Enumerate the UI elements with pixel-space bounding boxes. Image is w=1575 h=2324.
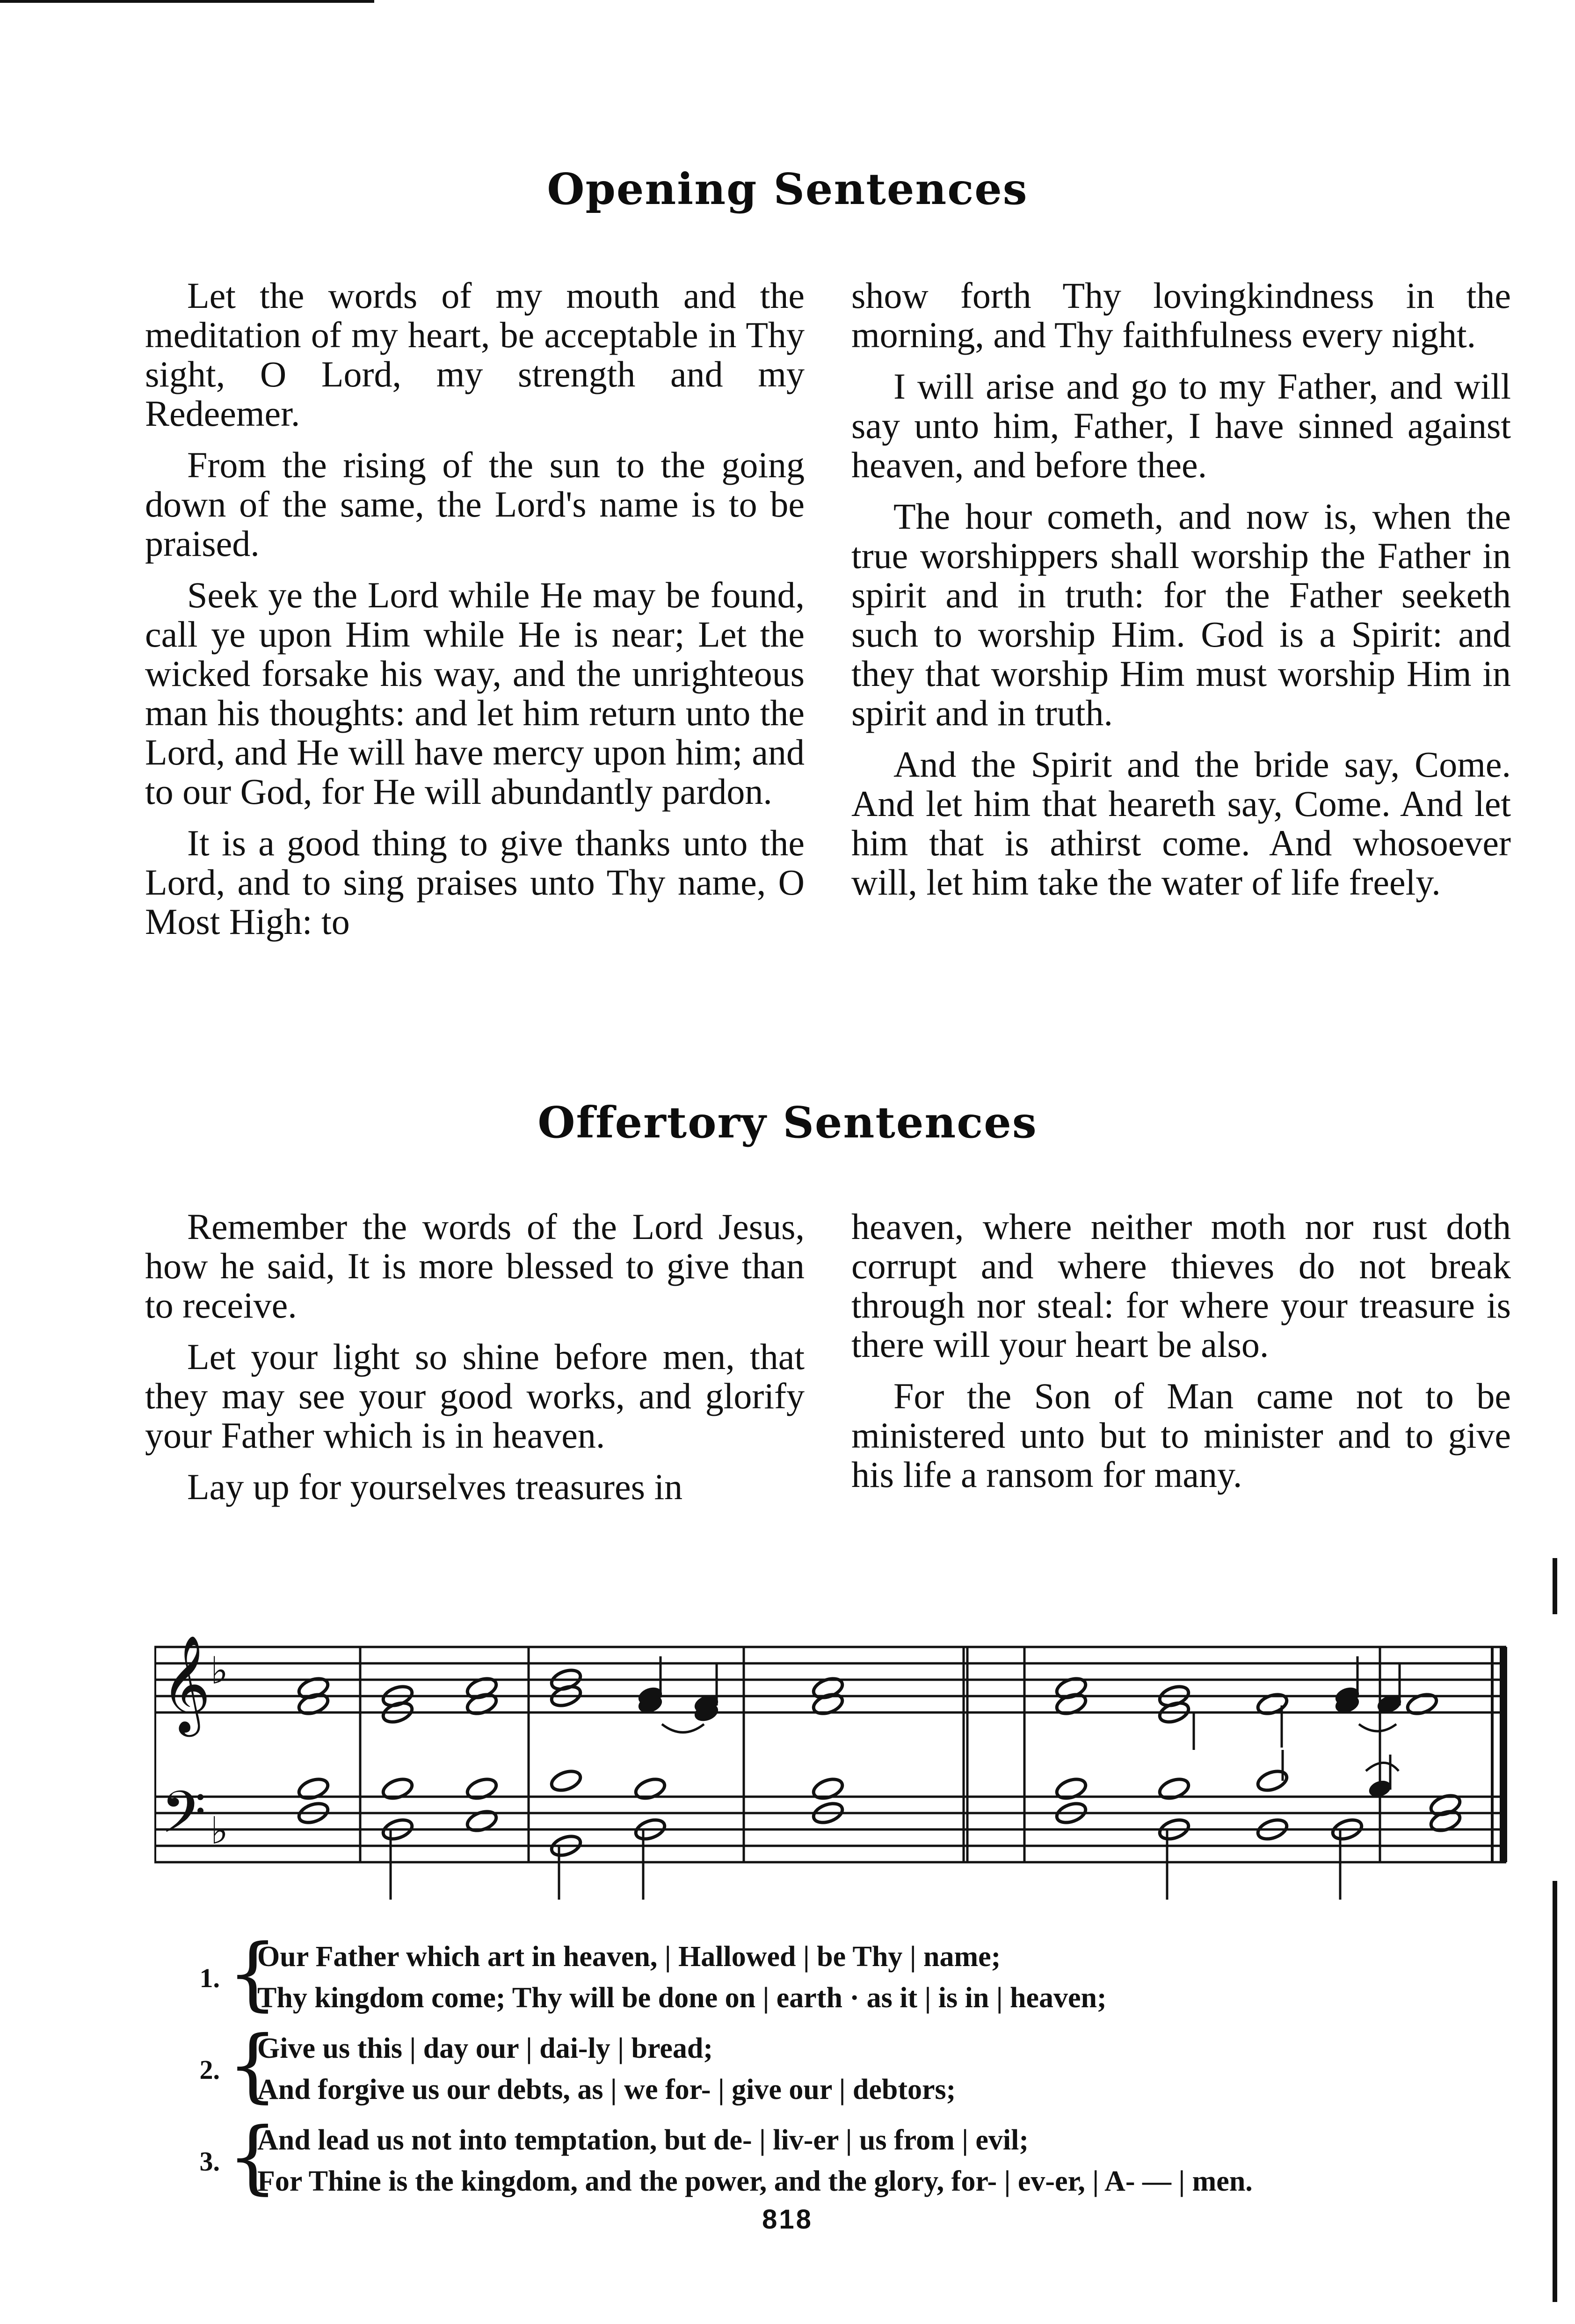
opening-right-column: [851, 276, 1511, 914]
chant-verse: [187, 2111, 1497, 2203]
opening-paragraph: It is a good thing to give thanks unto the Lord, and to sing praises unto Thy name, O Most High: to: [145, 823, 805, 942]
margin-rule: [1553, 1558, 1557, 1614]
opening-paragraph: show forth Thy lovingkindness in the morning, and Thy faithfulness every night.: [851, 275, 1511, 355]
opening-paragraph: And the Spirit and the bride say, Come. And let him that heareth say, Come. And let him that is athirst come. And whosoever will, let him take the water of life freely.: [851, 744, 1511, 903]
verse-line: And lead us not into temptation, but de- | liv-er | us from | evil;: [257, 2124, 1029, 2156]
margin-rule: [1553, 1881, 1557, 2302]
treble-clef-icon: 𝄞: [161, 1635, 211, 1733]
verse-line: For Thine is the kingdom, and the power, and the glory, for- | ev-er, | A- — | men.: [257, 2165, 1253, 2197]
brace-icon: {: [227, 2019, 278, 2112]
offertory-paragraph: For the Son of Man came not to be ministered unto but to minister and to give his life a ransom for many.: [851, 1376, 1511, 1495]
opening-paragraph: The hour cometh, and now is, when the true worshippers shall worship the Father in spirit and in truth: for the Father seeketh such to worship Him. God is a Spirit: and they that worship Him must worship Him in spirit and in truth.: [851, 496, 1511, 733]
opening-paragraph: Let the words of my mouth and the meditation of my heart, be acceptable in Thy sight, O Lord, my strength and my Redeemer.: [145, 275, 805, 434]
chant-verse: [187, 1927, 1497, 2020]
chant-verse: [187, 2019, 1497, 2112]
verse-number: 3.: [199, 2146, 220, 2177]
bass-staff: [154, 1797, 1506, 1862]
verse-line: Thy kingdom come; Thy will be done on | earth · as it | is in | heaven;: [257, 1982, 1107, 2014]
verse-line: Our Father which art in heaven, | Hallowed | be Thy | name;: [257, 1941, 1001, 1973]
bass-clef-icon: 𝄢: [161, 1779, 206, 1860]
verse-line: Give us this | day our | dai-ly | bread;: [257, 2033, 713, 2064]
page-number: 818: [762, 2204, 813, 2235]
stems-and-slurs: [660, 1656, 1400, 1750]
opening-left-column: [145, 276, 805, 954]
brace-icon: {: [227, 2111, 278, 2203]
brace-icon: {: [227, 1927, 278, 2020]
offertory-paragraph: heaven, where neither moth nor rust doth corrupt and where thieves do not break through nor steal: for where your treasure is there will your heart be also.: [851, 1206, 1511, 1365]
opening-sentences-heading: Opening Sentences: [547, 164, 1028, 214]
flat-icon: ♭: [210, 1809, 228, 1852]
offertory-paragraph: Remember the words of the Lord Jesus, how he said, It is more blessed to give than to receive.: [145, 1206, 805, 1326]
opening-paragraph: I will arise and go to my Father, and will say unto him, Father, I have sinned against heaven, and before thee.: [851, 366, 1511, 485]
verse-line: And forgive us our debts, as | we for- | give our | debtors;: [257, 2074, 956, 2105]
verse-number: 2.: [199, 2054, 220, 2085]
opening-paragraph: Seek ye the Lord while He may be found, call ye upon Him while He is near; Let the wicked forsake his way, and the unrighteous man his thoughts: and let him return unto the Lord, and He will have mercy upon him; and to our God, for He will abundantly pardon.: [145, 575, 805, 812]
music-score: [154, 1628, 1511, 1937]
bass-stems: [391, 1750, 1340, 1900]
top-rule: [0, 0, 374, 3]
flat-icon: ♭: [210, 1649, 228, 1692]
offertory-right-column: [851, 1207, 1511, 1507]
offertory-paragraph: Lay up for yourselves treasures in: [187, 1466, 683, 1507]
opening-paragraph: From the rising of the sun to the going down of the same, the Lord's name is to be praised.: [145, 444, 805, 564]
offertory-left-column: [145, 1207, 805, 1519]
offertory-sentences-heading: Offertory Sentences: [537, 1097, 1038, 1148]
verse-number: 1.: [199, 1963, 220, 1993]
offertory-paragraph: Let your light so shine before men, that they may see your good works, and glorify your Father which is in heaven.: [145, 1336, 805, 1456]
treble-filled-notes: [636, 1684, 1403, 1724]
chant-verses: [187, 1927, 1497, 2212]
